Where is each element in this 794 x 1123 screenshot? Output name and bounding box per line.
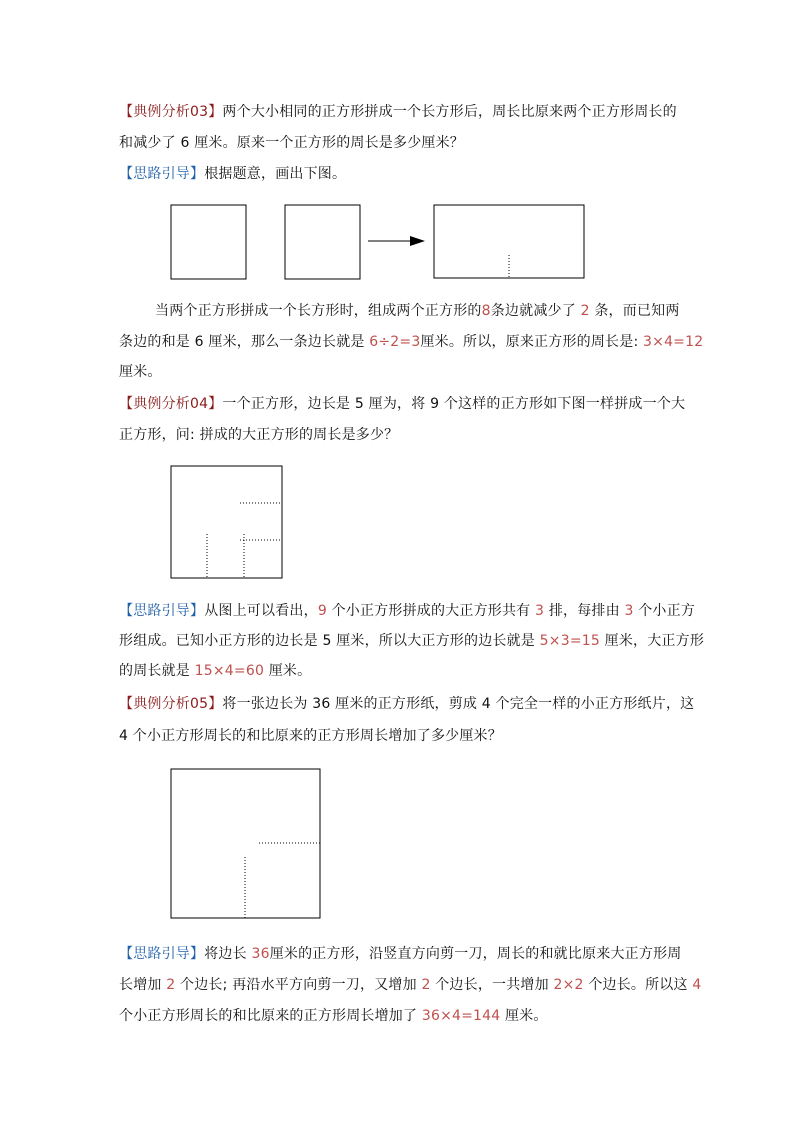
big-square-05 (171, 769, 320, 918)
big-square-04 (171, 466, 282, 578)
example-05-question-line2: 4 个小正方形周长的和比原来的正方形周长增加了多少厘米？ (119, 728, 502, 744)
example-05-tag: 【典例分析05】 (119, 696, 223, 712)
hint-03-para-line3: 厘米。 (119, 364, 162, 380)
example-04-question-line1: 【典例分析04】一个正方形，边长是 5 厘为，将 9 个这样的正方形如下图一样拼成一个大 (119, 396, 686, 412)
example-05-question-line1: 【典例分析05】将一张边长为 36 厘米的正方形纸，剪成 4 个完全一样的小正方形纸片，这 (119, 696, 695, 712)
square-1 (171, 205, 246, 279)
hint-05-line3: 个小正方形周长的和比原来的正方形周长增加了 36×4=144 厘米。 (119, 1008, 548, 1024)
example-03-tag: 【典例分析03】 (119, 104, 223, 120)
hint-03-para-line1: 当两个正方形拼成一个长方形时，组成两个正方形的8条边就减少了 2 条，而已知两 (155, 303, 680, 319)
square-2 (285, 205, 360, 279)
hint-03-para-line2: 条边的和是 6 厘米，那么一条边长就是 6÷2=3厘米。所以，原来正方形的周长是: 3×4=12 (119, 334, 704, 350)
arrow-icon (410, 236, 425, 246)
hint-04-tag: 【思路引导】 (119, 603, 205, 619)
hint-03-tag: 【思路引导】 (119, 166, 205, 182)
example-04-tag: 【典例分析04】 (119, 396, 223, 412)
hint-05-tag: 【思路引导】 (119, 946, 205, 962)
hint-05-line1: 【思路引导】将边长 36厘米的正方形，沿竖直方向剪一刀，周长的和就比原来大正方形周 (119, 946, 682, 962)
example-03-question-line2: 和减少了 6 厘米。原来一个正方形的周长是多少厘米？ (119, 135, 465, 151)
example-03-question-line1: 【典例分析03】两个大小相同的正方形拼成一个长方形后，周长比原来两个正方形周长的 (119, 104, 677, 120)
hint-04-line1: 【思路引导】从图上可以看出，9 个小正方形拼成的大正方形共有 3 排，每排由 3 个小正方 (119, 603, 696, 619)
hint-04-line2: 形组成。已知小正方形的边长是 5 厘米，所以大正方形的边长就是 5×3=15 厘米，大正方形 (119, 633, 705, 649)
hint-03-intro: 【思路引导】根据题意，画出下图。 (119, 166, 347, 182)
example-04-question-line2: 正方形，问: 拼成的大正方形的周长是多少？ (119, 427, 399, 443)
hint-05-line2: 长增加 2 个边长; 再沿水平方向剪一刀，又增加 2 个边长，一共增加 2×2 个边长。所以这 4 (119, 977, 702, 993)
hint-04-line3: 的周长就是 15×4=60 厘米。 (119, 663, 312, 679)
